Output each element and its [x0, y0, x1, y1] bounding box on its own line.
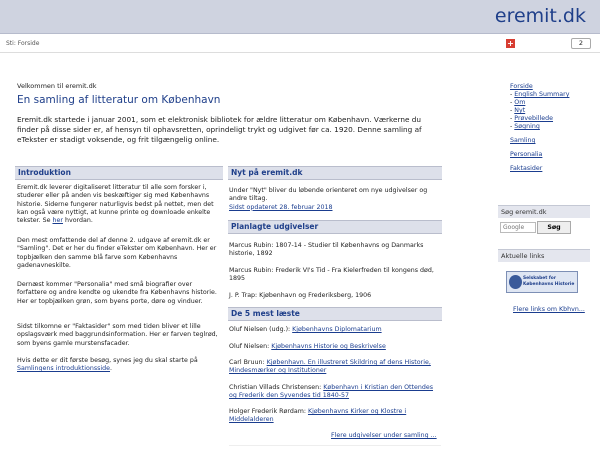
collection-intro-link[interactable]: Samlingens introduktionsside [17, 365, 111, 373]
welcome-text: Velkommen til eremit.dk [17, 82, 97, 90]
most-read-author: Christian Villads Christensen: [229, 384, 324, 391]
nav-faktasider[interactable]: Faktasider [510, 165, 543, 172]
more-publications-link[interactable]: Flere udgivelser under samling ... [331, 432, 437, 439]
intro-paragraph-1 [17, 184, 223, 225]
planned-item: Marcus Rubin: Frederik VI's Tid - Fra Kielerfreden til kongens død, 1895 [229, 267, 434, 283]
historical-society-banner[interactable] [506, 271, 578, 293]
most-read-item [229, 359, 441, 376]
nav-dash: - [510, 91, 515, 98]
most-read-author: Oluf Nielsen (udg.): [229, 326, 293, 333]
nav-soegning[interactable]: Søgning [514, 123, 540, 130]
bottom-divider [229, 445, 441, 446]
search-box-title: Søg eremit.dk [498, 205, 590, 218]
last-updated-link[interactable]: Sidst opdateret 28. februar 2018 [229, 203, 333, 211]
intro-paragraph: Eremit.dk startede i januar 2001, som et elektronisk bibliotek for ældre litteratur om København. Værkerne du finder på disse sider er, af hensyn til ophavsretten, oprindeligt trykt og udgivet før ca. 1920. Denne samling af eTekster er stadigt voksende, og frit tilgængelig online. [17, 115, 422, 144]
links-box-title: Aktuelle links [498, 249, 590, 262]
nav-personalia[interactable]: Personalia [510, 151, 543, 158]
intro-paragraph-2: Den mest omfattende del af denne 2. udgave af eremit.dk er "Samling". Det er her du finder eTekster om København. Her er topbjælken den samme blå farve som Københavns gadenavneskilte. [17, 237, 217, 269]
most-read-author: Oluf Nielsen: [229, 343, 272, 350]
breadcrumb: Sti: Forside [6, 40, 40, 47]
intro-paragraph-4: Sidst tilkomne er "Faktasider" som med tiden bliver et lille opslagsværk med baggrundsinformation. Her er farven teglrød, som byens gamle murstensfacader. [17, 323, 218, 347]
intro-p5-end: . [110, 365, 113, 373]
most-read-item [229, 384, 441, 401]
intro-p1-text: Eremit.dk leverer digitaliseret litteratur til alle som forsker i, studerer eller på anden vis beskæftiger sig med Københavns historie. Siderne fungerer naturligvis bedst på nettet, men det kan også være nyttigt, at kunne printe og downloade enkelte tekster. Se [17, 184, 214, 225]
news-body: Under "Nyt" bliver du løbende orienteret om nye udgivelser og andre tiltag. [229, 187, 428, 203]
most-read-author: Carl Bruun: [229, 359, 267, 366]
most-read-item [229, 326, 441, 334]
nav-dash: - [510, 107, 515, 114]
sidebar-nav [510, 83, 600, 173]
more-links-link[interactable]: Flere links om Kbhvn... [513, 306, 585, 313]
nav-dash: - [510, 123, 515, 130]
most-read-link[interactable]: København i Kristian den Ottendes og Frederik den Syvendes tid 1840-57 [229, 384, 434, 400]
most-read-heading: De 5 mest læste [228, 307, 442, 321]
nav-samling[interactable]: Samling [510, 137, 536, 144]
most-read-link[interactable]: Kjøbenhavns Historie og Beskrivelse [271, 343, 386, 350]
share-count-badge: 2 [571, 38, 591, 49]
society-logo-icon [509, 275, 522, 289]
intro-paragraph-3: Dernæst kommer "Personalia" med små biografier over forfattere og andre kendte og ukendte fra Københavns historie. Her er topbjælken grøn, som byens porte, døre og vinduer. [17, 281, 217, 305]
intro-p1-end: hvordan. [62, 217, 93, 225]
introduction-heading: Introduktion [15, 166, 223, 180]
how-to-link[interactable]: her [52, 217, 63, 225]
news-heading: Nyt på eremit.dk [228, 166, 442, 180]
most-read-author: Holger Frederik Rørdam: [229, 408, 308, 415]
banner-text: Selskabet for Københavns Historie [523, 276, 575, 287]
planned-item: J. P. Trap: Kjøbenhavn og Frederiksberg, 1906 [229, 292, 372, 299]
nav-dash: - [510, 115, 515, 122]
news-text [229, 187, 441, 212]
intro-paragraph-5 [17, 357, 223, 374]
site-header [0, 0, 600, 34]
page-title: En samling af litteratur om København [17, 94, 221, 106]
most-read-item [229, 343, 441, 351]
most-read-link[interactable]: Kjøbenhavns Kirker og Klostre i Middelalderen [229, 408, 407, 424]
nav-english-summary[interactable]: English Summary [514, 91, 570, 98]
site-title[interactable]: eremit.dk [494, 5, 586, 27]
planned-item: Marcus Rubin: 1807-14 - Studier til Københavns og Danmarks historie, 1892 [229, 242, 424, 258]
nav-forside[interactable]: Forside [510, 83, 533, 90]
nav-nyt[interactable]: Nyt [514, 107, 526, 114]
most-read-link[interactable]: Kjøbenhavn. En illustreret Skildring af dens Historie, Mindesmærker og Institutioner [229, 359, 431, 375]
search-button[interactable]: Søg [537, 221, 571, 234]
planned-heading: Planlagte udgivelser [228, 220, 442, 234]
most-read-item [229, 408, 441, 425]
search-input[interactable] [500, 222, 536, 233]
google-plus-button[interactable]: + [507, 39, 514, 48]
nav-om[interactable]: Om [514, 99, 526, 106]
nav-dash: - [510, 99, 515, 106]
nav-proevebillede[interactable]: Prøvebillede [514, 115, 554, 122]
most-read-link[interactable]: Kjøbenhavns Diplomatarium [292, 326, 382, 333]
intro-p5-text: Hvis dette er dit første besøg, synes jeg du skal starte på [17, 357, 198, 364]
